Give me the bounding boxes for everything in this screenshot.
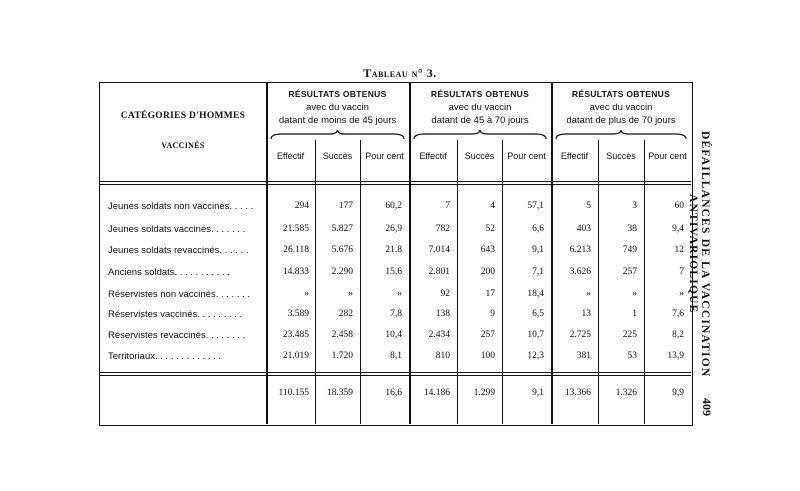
group-line: avec du vaccin bbox=[448, 102, 512, 113]
table-cell: 60,2 bbox=[385, 201, 402, 211]
table-cell: 5.676 bbox=[331, 245, 353, 255]
table-cell: 12,3 bbox=[527, 351, 544, 361]
rule bbox=[644, 140, 645, 424]
table-cell: 1.720 bbox=[331, 351, 353, 361]
table-cell: 749 bbox=[622, 245, 637, 255]
table-cell: 225 bbox=[622, 330, 637, 340]
table-caption: Tableau n° 3. bbox=[363, 66, 437, 80]
row-label: Territoriaux. . . . . . . . . . . . . bbox=[108, 351, 221, 362]
group-header bbox=[266, 88, 409, 127]
table-cell: 381 bbox=[576, 351, 591, 361]
brace-graphic bbox=[413, 130, 547, 140]
table-cell: 12 bbox=[674, 245, 684, 255]
table-cell: 2.458 bbox=[331, 330, 353, 340]
rule bbox=[502, 140, 503, 424]
table-cell: 257 bbox=[622, 267, 637, 277]
table-cell: 10,7 bbox=[527, 330, 544, 340]
table-cell: » bbox=[632, 289, 637, 299]
group-line: avec du vaccin bbox=[589, 102, 653, 113]
rule bbox=[315, 140, 316, 424]
table-cell: 643 bbox=[480, 245, 495, 255]
table-cell: 3.589 bbox=[287, 309, 309, 319]
total-cell: 18.359 bbox=[326, 388, 353, 398]
col-header-succes: Succès bbox=[606, 151, 636, 161]
table-cell: 13,9 bbox=[667, 351, 684, 361]
table-cell: 5.827 bbox=[331, 224, 353, 234]
table-cell: 2.434 bbox=[428, 330, 450, 340]
table-cell: 7 bbox=[679, 267, 684, 277]
rule bbox=[598, 140, 599, 424]
table-cell: 6.213 bbox=[569, 245, 591, 255]
total-cell: 9,9 bbox=[672, 388, 684, 398]
rule bbox=[457, 140, 458, 424]
table-cell: 23.485 bbox=[282, 330, 309, 340]
total-cell: 110.155 bbox=[278, 388, 309, 398]
group-header bbox=[551, 88, 691, 127]
col-header-succes: Succès bbox=[464, 151, 495, 161]
table-cell: 7.014 bbox=[428, 245, 450, 255]
total-cell: 1.299 bbox=[473, 388, 495, 398]
row-label: Réservistes revaccinés. . . . . . . . bbox=[108, 330, 246, 341]
col-header-effectif: Effectif bbox=[276, 151, 305, 161]
table-cell: 2.801 bbox=[428, 267, 450, 277]
table-cell: 9,4 bbox=[672, 224, 684, 234]
table-cell: 10,4 bbox=[385, 330, 402, 340]
table-cell: 14.833 bbox=[282, 267, 309, 277]
category-subheader: VACCINÉS bbox=[161, 141, 205, 150]
table-cell: 26.118 bbox=[283, 245, 309, 255]
table-cell: 18,4 bbox=[527, 289, 544, 299]
group-line: datant de moins de 45 jours bbox=[278, 115, 397, 126]
row-label: Réservistes vaccinés. . . . . . . . . bbox=[108, 309, 243, 320]
table-cell: 7 bbox=[445, 201, 450, 211]
table-cell: 15,6 bbox=[385, 267, 402, 277]
table-cell: 38 bbox=[627, 224, 637, 234]
table-cell: 8,1 bbox=[390, 351, 402, 361]
table-cell: 7,6 bbox=[672, 309, 684, 319]
rule bbox=[100, 184, 691, 185]
table-cell: 294 bbox=[294, 201, 309, 211]
table-cell: 5 bbox=[586, 201, 591, 211]
table-cell: 57,1 bbox=[527, 201, 544, 211]
table-cell: 257 bbox=[480, 330, 495, 340]
total-cell: 9,1 bbox=[532, 388, 544, 398]
table-cell: 6,6 bbox=[532, 224, 544, 234]
table-cell: 6,5 bbox=[532, 309, 544, 319]
rule bbox=[360, 140, 361, 424]
table-cell: 177 bbox=[338, 201, 353, 211]
row-label: Anciens soldats. . . . . . . . . . . bbox=[108, 267, 230, 278]
table-cell: 3 bbox=[632, 201, 637, 211]
col-header-pour-cent: Pour cent bbox=[365, 151, 404, 161]
col-header-pour-cent: Pour cent bbox=[507, 151, 546, 161]
col-header-effectif: Effectif bbox=[560, 151, 589, 161]
table-cell: 9,1 bbox=[532, 245, 544, 255]
row-label: Jeunes soldats non vaccinés. . . . . bbox=[108, 201, 254, 212]
group-line: avec du vaccin bbox=[306, 102, 369, 113]
row-label: Réservistes non vaccinés. . . . . . . bbox=[108, 289, 251, 300]
table-cell: 7,8 bbox=[390, 309, 402, 319]
results-table bbox=[99, 82, 693, 426]
rule bbox=[100, 375, 691, 376]
col-header-pour-cent: Pour cent bbox=[648, 151, 687, 161]
page-number: 409 bbox=[700, 398, 714, 416]
group-line: datant de 45 à 70 jours bbox=[431, 115, 529, 126]
row-label: Jeunes soldats vaccinés. . . . . . . bbox=[108, 224, 246, 235]
table-cell: 17 bbox=[485, 289, 495, 299]
table-cell: 2.290 bbox=[331, 267, 353, 277]
col-header-succes: Succès bbox=[322, 151, 353, 161]
table-cell: » bbox=[586, 289, 591, 299]
total-cell: 16,6 bbox=[385, 388, 402, 398]
table-cell: 21.585 bbox=[282, 224, 309, 234]
table-cell: 21.8 bbox=[385, 245, 402, 255]
brace-graphic bbox=[555, 130, 687, 140]
group-title: RÉSULTATS OBTENUS bbox=[571, 89, 671, 99]
total-cell: 14.186 bbox=[423, 388, 450, 398]
brace-graphic bbox=[270, 130, 405, 140]
table-cell: 13 bbox=[581, 309, 591, 319]
group-title: RÉSULTATS OBTENUS bbox=[288, 89, 387, 99]
table-cell: 100 bbox=[480, 351, 495, 361]
table-cell: » bbox=[679, 289, 684, 299]
table-cell: » bbox=[304, 289, 309, 299]
table-cell: 4 bbox=[490, 201, 495, 211]
table-cell: » bbox=[397, 289, 402, 299]
table-cell: 3.626 bbox=[569, 267, 591, 277]
col-header-effectif: Effectif bbox=[419, 151, 447, 161]
table-cell: 1 bbox=[632, 309, 637, 319]
table-cell: 9 bbox=[490, 309, 495, 319]
table-cell: 60 bbox=[674, 201, 684, 211]
table-cell: 52 bbox=[485, 224, 495, 234]
table-cell: » bbox=[348, 289, 353, 299]
table-cell: 21.019 bbox=[282, 351, 309, 361]
rule bbox=[100, 372, 691, 373]
running-head: DÉFAILLANCES DE LA VACCINATION ANTIVARIOLIQUE bbox=[687, 130, 711, 378]
table-cell: 810 bbox=[435, 351, 450, 361]
group-header bbox=[409, 88, 551, 127]
table-cell: 2.725 bbox=[569, 330, 591, 340]
row-label: Jeunes soldats revaccinés. . . . . . bbox=[108, 245, 249, 256]
table-cell: 92 bbox=[440, 289, 450, 299]
table-cell: 138 bbox=[435, 309, 450, 319]
category-header: CATÉGORIES D'HOMMES bbox=[120, 111, 246, 121]
group-line: datant de plus de 70 jours bbox=[566, 115, 676, 126]
table-cell: 282 bbox=[338, 309, 353, 319]
table-cell: 7,1 bbox=[532, 267, 544, 277]
total-cell: 13.366 bbox=[564, 388, 591, 398]
rule bbox=[100, 181, 691, 182]
table-cell: 26,9 bbox=[385, 224, 402, 234]
table-cell: 782 bbox=[435, 224, 450, 234]
total-cell: 1.326 bbox=[615, 388, 637, 398]
table-cell: 53 bbox=[627, 351, 637, 361]
table-cell: 200 bbox=[480, 267, 495, 277]
table-cell: 8,2 bbox=[672, 330, 684, 340]
group-title: RÉSULTATS OBTENUS bbox=[430, 89, 530, 99]
table-cell: 403 bbox=[576, 224, 591, 234]
